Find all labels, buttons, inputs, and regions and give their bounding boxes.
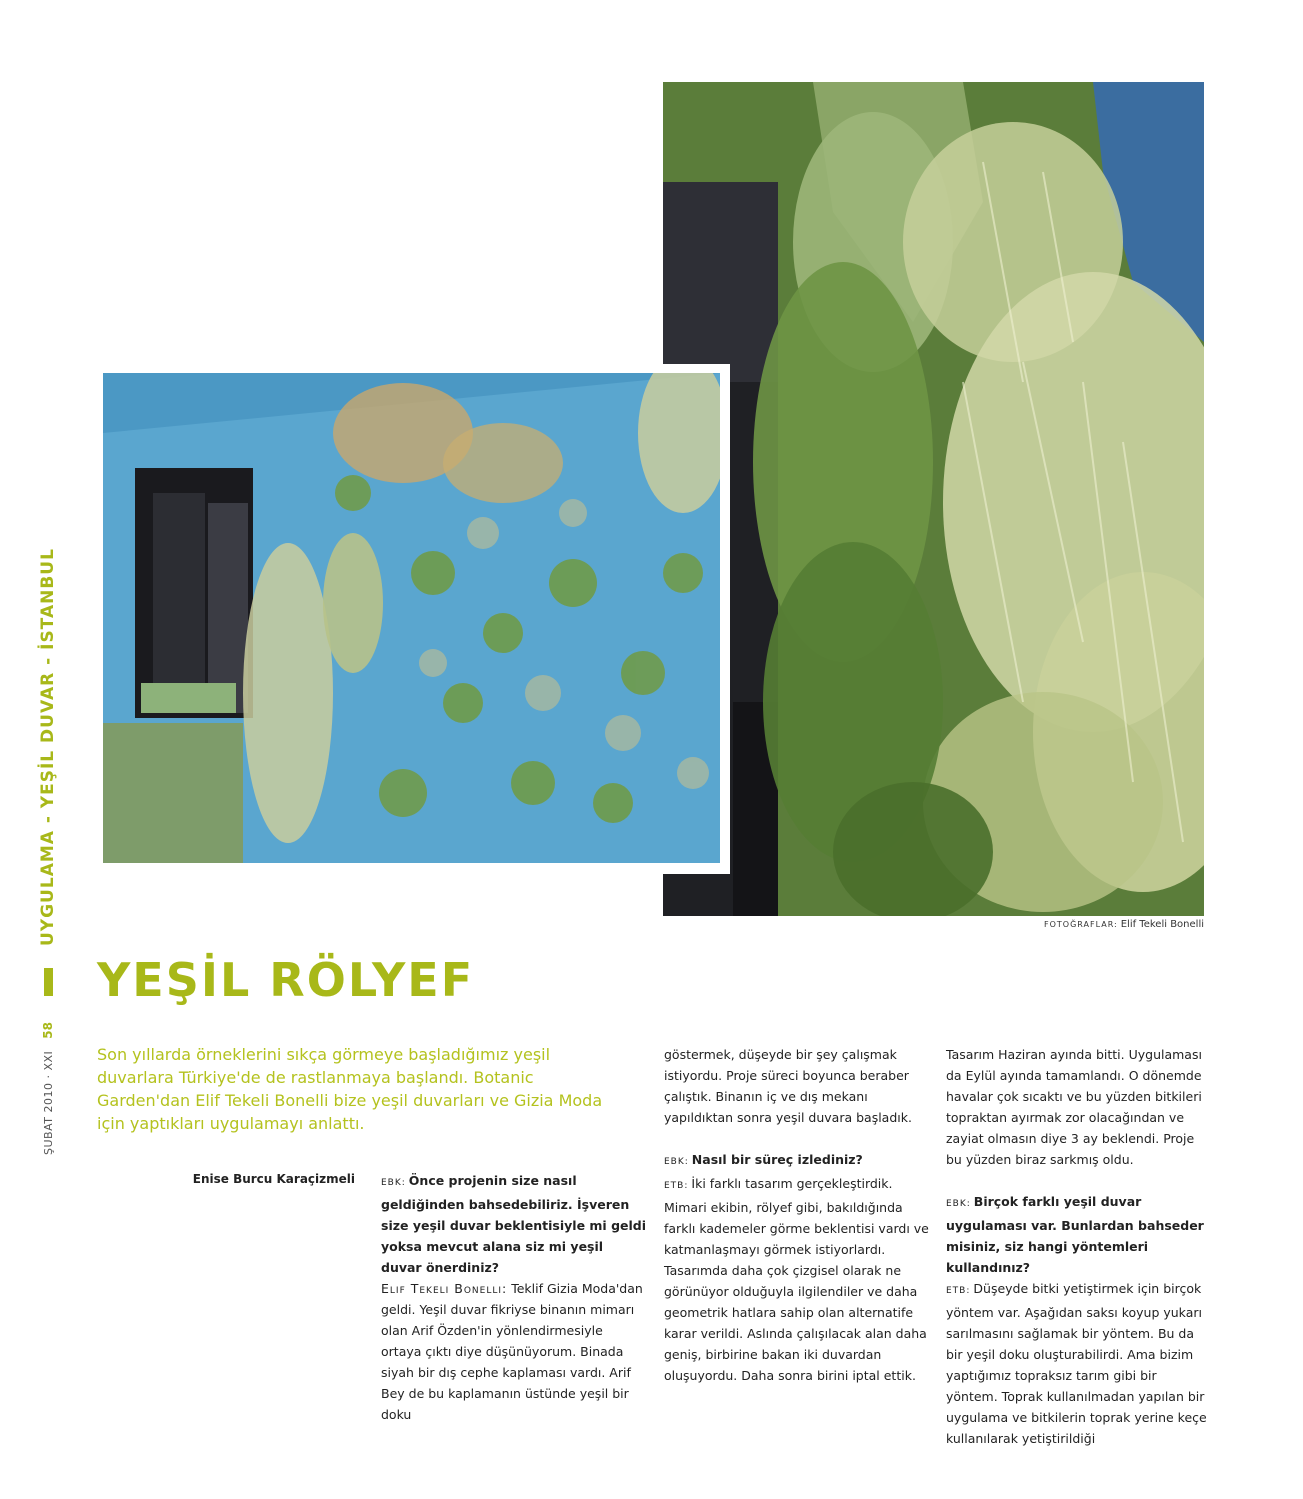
answer-2-continued: Tasarım Haziran ayında bitti. Uygulaması da Eylül ayında tamamlandı. O dönemde havalar çok sıcaktı ve bu yüzden bitkileri topraktan ayırmak zor olacağından ve zayiat olmasın diye 3 ay beklendi. Proje bu yüzden biraz sarkmış oldu.: [946, 1047, 1202, 1167]
interviewee-tag: ETB:: [664, 1181, 689, 1191]
text-column-1: [381, 1170, 646, 1425]
answer-1: [381, 1278, 646, 1425]
interviewee-tag: ETB:: [946, 1286, 971, 1296]
question-1: [381, 1170, 646, 1278]
page-number: 58: [41, 1022, 55, 1039]
answer-1-continued: göstermek, düşeyde bir şey çalışmak istiyordu. Proje süreci boyunca beraber çalıştık. Binanın iç ve dış mekanı yapıldıktan sonra yeşil duvara başladık.: [664, 1047, 912, 1125]
section-label: UYGULAMA - YEŞİL DUVAR - İSTANBUL: [38, 548, 58, 947]
interviewer-tag: EBK:: [946, 1199, 971, 1209]
question-3: [946, 1191, 1211, 1278]
text-column-2: [664, 1044, 929, 1386]
question-2-text: Nasıl bir süreç izlediniz?: [691, 1152, 863, 1167]
interviewer-tag: EBK:: [381, 1178, 406, 1188]
text-column-3: [946, 1044, 1211, 1449]
question-1-text: Önce projenin size nasıl geldiğinden bahsedebiliriz. İşveren size yeşil duvar beklentisiyle mi geldi yoksa mevcut alana siz mi yeşil duvar önerdiniz?: [381, 1173, 647, 1275]
photo-credit-name: Elif Tekeli Bonelli: [1120, 919, 1204, 930]
question-3-text: Birçok farklı yeşil duvar uygulaması var. Bunlardan bahseder misiniz, siz hangi yöntemleri kullandınız?: [946, 1194, 1204, 1275]
article-author: Enise Burcu Karaçizmeli: [192, 1172, 355, 1186]
question-2: [664, 1149, 929, 1173]
article-title: YEŞİL RÖLYEF: [97, 953, 475, 1007]
answer-3-text: Düşeyde bitki yetiştirmek için birçok yöntem var. Aşağıdan saksı koyup yukarı sarılmasını sağlamak bir yöntem. Bu da bir yeşil doku oluşturabilirdi. Ama bizim yaptığımız topraksız tarım gibi bir yöntem. Toprak kullanılmadan yapılan bir uygulama ve bitkilerin toprak yerine keçe kullanılarak yetiştirildiği: [946, 1281, 1207, 1446]
answer-1-text: Teklif Gizia Moda'dan geldi. Yeşil duvar fikriyse binanın mimarı olan Arif Özden'in yönlendirmesiyle ortaya çıktı diye düşünüyorum. Binada siyah bir dış cephe kaplaması vardı. Arif Bey de bu kaplamanın üstünde yeşil bir doku: [381, 1281, 643, 1422]
answer-2: [664, 1173, 929, 1386]
article-lead: Son yıllarda örneklerini sıkça görmeye başladığımız yeşil duvarlara Türkiye'de de rastlanmaya başlandı. Botanic Garden'dan Elif Tekeli Bonelli bize yeşil duvarları ve Gizia Moda için yaptıkları uygulamayı anlattı.: [97, 1045, 603, 1133]
green-wall-closeup-photo: [663, 82, 1204, 916]
answer-3: [946, 1278, 1211, 1449]
answer-2-text: İki farklı tasarım gerçekleştirdik. Mimari ekibin, rölyef gibi, bakıldığında farklı kademeler görme beklentisi vardı ve katmanlaşmayı görmek istiyorlardı. Tasarımda daha çok çizgisel olarak ne görünüyor olduğuyla ilgilendiler ve daha geometrik hatlara sahip olan alternatife karar verildi. Aslında çalışılacak alan daha geniş, birbirine bakan iki duvardan oluşuyordu. Daha sonra birini iptal ettik.: [664, 1176, 929, 1383]
issue-date: ŞUBAT 2010 · XXI: [41, 1050, 55, 1155]
photo-credit-label: FOTOĞRAFLAR:: [1044, 920, 1118, 929]
vertical-sidebar: [38, 548, 58, 1155]
photo-credit: [1044, 919, 1204, 930]
interviewer-tag: EBK:: [664, 1157, 689, 1167]
accent-bar: [44, 968, 53, 996]
interviewee-name: Elif Tekeli Bonelli:: [381, 1281, 508, 1296]
green-wall-facade-photo: [103, 373, 720, 863]
